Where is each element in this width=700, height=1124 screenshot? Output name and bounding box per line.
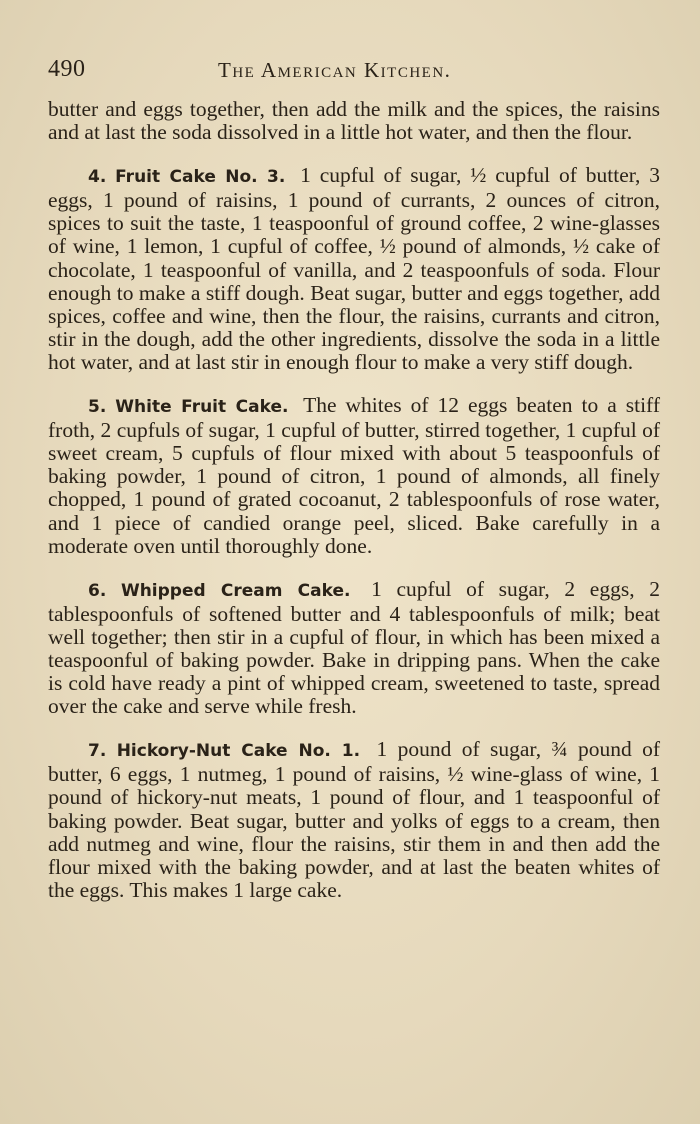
recipe-number: 7. [88,741,107,762]
recipe-text: The whites of 12 eggs beaten to a stiff froth, 2 cupfuls of sugar, 1 cupful of butter, stirred together, 1 cupful of sweet cream, 5 cupfuls of flour mixed with about 5 teaspoonfuls of baking powder, 1 pound of citron, 1 pound of almonds, all finely chopped, 1 pound of grated cocoanut, 2 tablespoonfuls of rose water, and 1 piece of candied orange peel, sliced. Bake carefully in a moderate oven until thoroughly done. [48,393,660,558]
continuation-paragraph: butter and eggs together, then add the milk and the spices, the raisins and at last the soda dissolved in a little hot water, and then the flour. [48,97,660,145]
recipe-title: Hickory-Nut Cake No. 1. [116,741,361,762]
running-head [48,56,658,86]
recipe-text: 1 pound of sugar, ¾ pound of butter, 6 eggs, 1 nutmeg, 1 pound of raisins, ½ wine-glass of wine, 1 pound of hickory-nut meats, 1 pound of flour, and 1 teaspoonful of baking powder. Beat sugar, butter and yolks of eggs to a cream, then add nutmeg and wine, flour the raisins, stir them in and then add the flour mixed with the baking powder, and at last the beaten whites of the eggs. This makes 1 large cake. [48,737,661,902]
running-title: The American Kitchen. [218,58,452,82]
recipe-hickory-nut-cake-no-1 [48,738,660,902]
recipe-fruit-cake-no-3 [48,164,660,374]
recipe-text: 1 cupful of sugar, 2 eggs, 2 tablespoonfuls of softened butter and 4 tablespoonfuls of milk; beat well together; then stir in a cupful of flour, in which has been mixed a teaspoonful of baking powder. Bake in dripping pans. When the cake is cold have ready a pint of whipped cream, sweetened to taste, spread over the cake and serve while fresh. [48,576,660,719]
recipe-title: Whipped Cream Cake. [120,580,351,601]
recipe-whipped-cream-cake [48,578,660,719]
page-number: 490 [48,56,86,82]
recipe-text: 1 cupful of sugar, ½ cupful of butter, 3 eggs, 1 pound of raisins, 1 pound of currants, 2 ounces of citron, spices to suit the taste, 1 teaspoonful of ground coffee, 2 wine-glasses of wine, 1 lemon, 1 cupful of coffee, ½ pound of almonds, ½ cake of chocolate, 1 teaspoonful of vanilla, and 2 teaspoonfuls of soda. Flour enough to make a stiff dough. Beat sugar, butter and eggs together, add spices, coffee and wine, then the flour, the raisins, currants and citron, stir in the dough, add the other ingredients, dissolve the soda in a little hot water, and at last stir in enough flour to make a very stiff dough. [48,163,661,374]
recipe-title: White Fruit Cake. [115,397,289,418]
page-body [48,98,660,902]
recipe-white-fruit-cake [48,394,660,558]
recipe-number: 4. [88,167,107,188]
recipe-title: Fruit Cake No. 3. [115,167,286,188]
recipe-number: 6. [88,580,107,601]
recipe-number: 5. [88,397,107,418]
